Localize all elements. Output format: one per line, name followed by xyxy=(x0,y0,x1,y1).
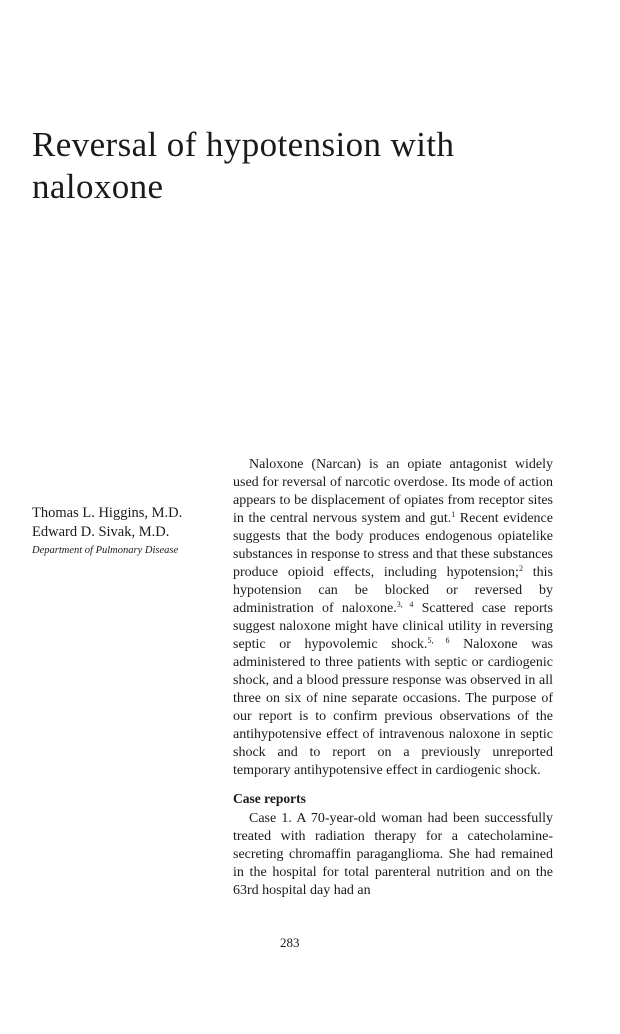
page-number: 283 xyxy=(280,935,300,950)
citation-ref: 5, 6 xyxy=(427,636,450,645)
author-block xyxy=(32,504,212,559)
body-text: Recent evidence suggests that the body produces endogenous opiatelike substances in response to stress and that these substances produce opioid effects, including hypotension; xyxy=(233,511,553,580)
author-name: Edward D. Sivak, M.D. xyxy=(32,524,170,540)
author-name: Thomas L. Higgins, M.D. xyxy=(32,505,183,521)
article-title xyxy=(32,124,592,208)
body-text: A 70-year-old woman had been successfully treated with radiation therapy for a catecholamine-secreting chromaffin paraganglioma. She had remained in the hospital for total parenteral nutrition and on the 63rd hospital day had an xyxy=(233,811,553,898)
body-text: Naloxone (Narcan) is an opiate antagonist widely used for reversal of narcotic overdose. Its mode of action appears to be displacement of opiates from receptor sites in the central nervous system and gut. xyxy=(233,457,553,526)
body-text: Scattered case reports suggest naloxone might have clinical utility in reversing septic or hypovolemic shock. xyxy=(233,601,553,652)
section-heading: Case reports xyxy=(233,791,306,806)
intro-paragraph xyxy=(233,456,553,780)
article-body xyxy=(233,456,553,900)
body-text: Naloxone was administered to three patients with septic or cardiogenic shock, and a blood pressure response was observed in all three on six of nine separate occasions. The purpose of our report is to confirm previous observations of the antihypotensive effect of intravenous naloxone in septic shock and to report on a previously unreported temporary antihypotensive effect in cardiogenic shock. xyxy=(233,637,554,778)
case-label: Case 1. xyxy=(249,811,292,826)
citation-ref: 2 xyxy=(518,564,523,573)
title-line: naloxone xyxy=(32,167,164,206)
author-department: Department of Pulmonary Disease xyxy=(32,545,179,556)
citation-ref: 3, 4 xyxy=(396,600,414,609)
case-paragraph xyxy=(233,810,553,900)
citation-ref: 1 xyxy=(451,510,456,519)
title-line: Reversal of hypotension with xyxy=(32,125,455,164)
body-text: this hypotension can be blocked or reversed by administration of naloxone. xyxy=(233,565,553,616)
